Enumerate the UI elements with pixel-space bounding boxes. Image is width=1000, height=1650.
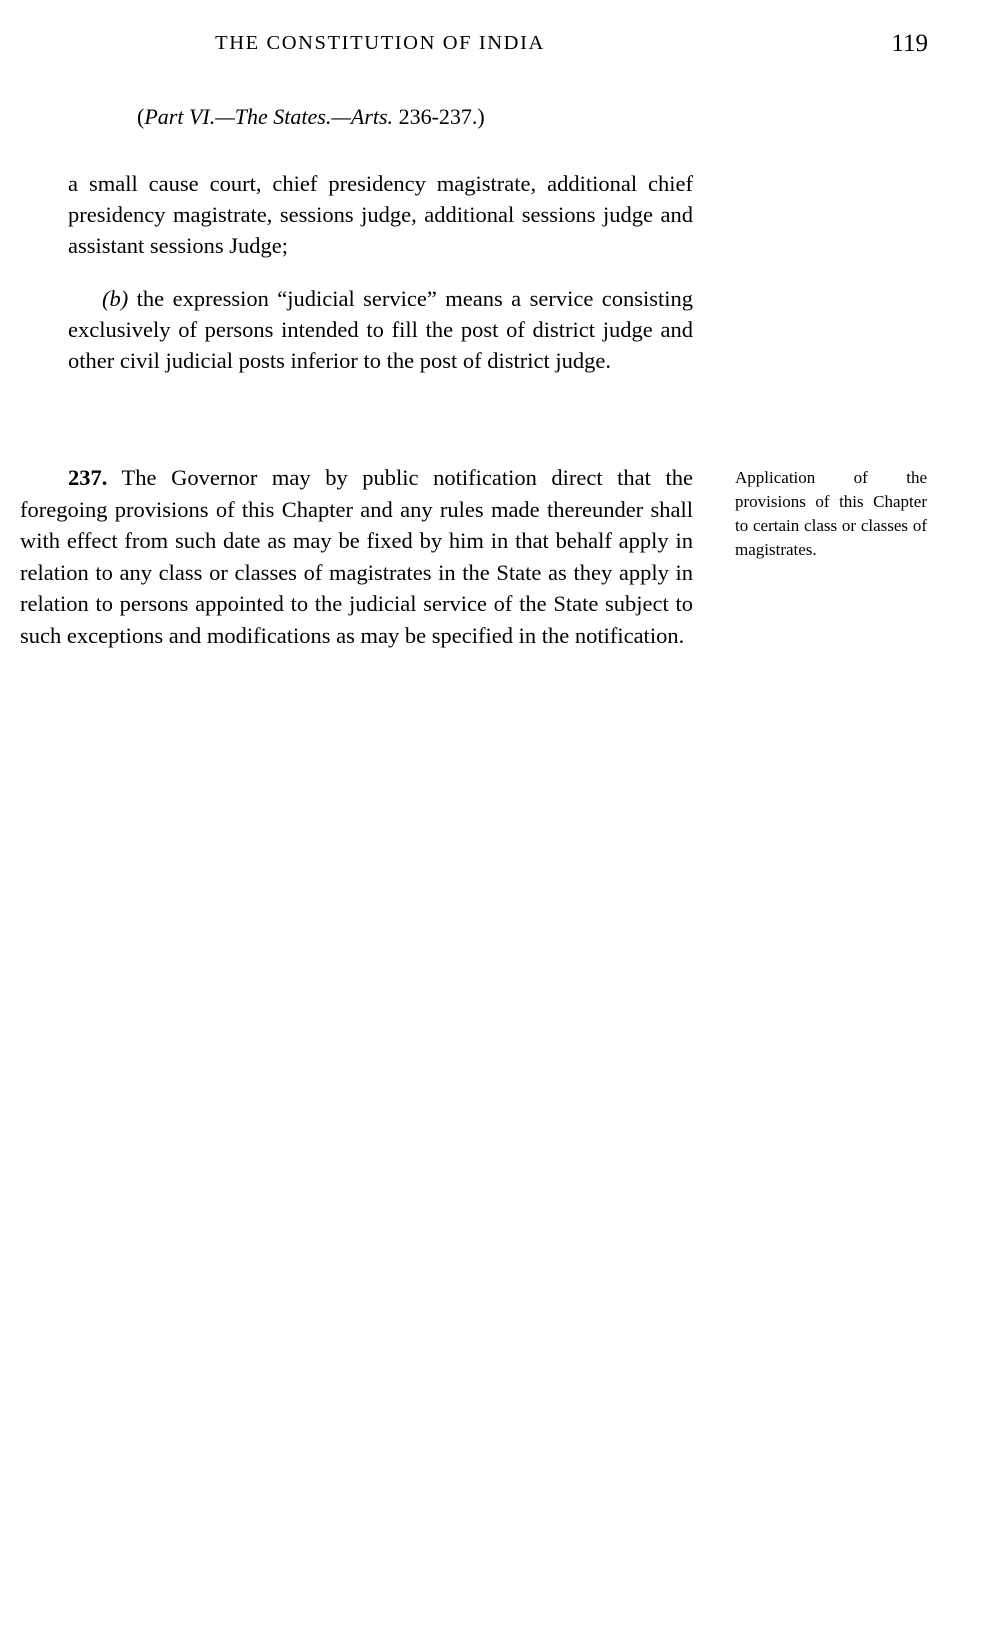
part-line-suffix: 236-237.) [393,104,485,129]
article-237-block [20,462,693,651]
part-line-prefix: ( [137,104,145,129]
main-text-column [68,168,693,376]
document-title: THE CONSTITUTION OF INDIA [215,32,545,54]
clause-b-text: the expression “judicial service” means a service consisting exclusively of persons intended to fill the post of district judge and other civil judicial posts inferior to the post of district judge. [68,286,693,373]
paragraph-a-continued: a small cause court, chief presidency magistrate, additional chief presidency magistrate, sessions judge, additional sessions judge and assistant sessions Judge; [68,171,693,258]
marginal-note: Application of the provisions of this Chapter to certain class or classes of magistrates. [735,468,927,559]
article-237-number: 237. [68,465,108,490]
page-header [0,32,1000,68]
part-reference-line [137,104,485,130]
article-237-text: The Governor may by public notification direct that the foregoing provisions of this Chapter and any rules made thereunder shall with effect from such date as may be fixed by him in that behalf apply in relation to any class or classes of magistrates in the State as they apply in relation to persons appointed to the judicial service of the State subject to such exceptions and modifications as may be specified in the notification. [20,465,693,648]
page-number: 119 [891,30,928,57]
part-line-italic: Part VI.—The States.—Arts. [144,104,394,129]
article-237-paragraph [20,462,693,651]
clause-b-paragraph [68,283,693,376]
clause-b-marker: (b) [102,286,129,311]
